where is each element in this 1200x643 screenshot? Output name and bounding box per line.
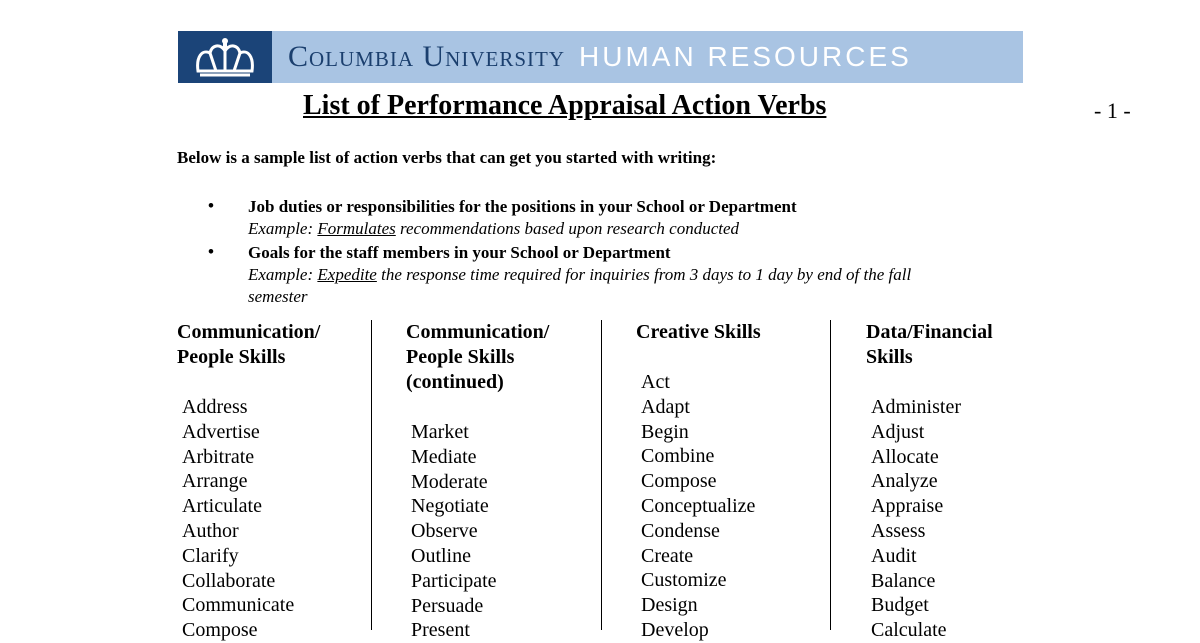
list-item: Balance: [871, 569, 936, 592]
column-creative: [636, 320, 761, 643]
list-item: Present: [411, 619, 470, 642]
column-heading-line: Creative Skills: [636, 321, 761, 343]
column-heading-line: Communication/: [177, 321, 321, 343]
bullet-example: [248, 264, 911, 286]
column-divider: [371, 320, 372, 630]
list-item: Collaborate: [182, 569, 276, 592]
list-item: Moderate: [411, 470, 488, 493]
list-item: Calculate: [871, 619, 947, 642]
list-item: Appraise: [871, 495, 944, 518]
department-name: HUMAN RESOURCES: [579, 41, 912, 72]
column-communication-continued: [406, 320, 549, 643]
column-heading: [406, 320, 549, 395]
logo-box: [178, 31, 272, 83]
list-item: Advertise: [182, 420, 260, 443]
column-heading-line: People Skills: [177, 346, 286, 368]
verb-list: [636, 370, 761, 643]
crown-icon: [192, 35, 258, 79]
bullet-heading: Job duties or responsibilities for the positions in your School or Department: [248, 197, 797, 216]
list-item: Allocate: [871, 445, 939, 468]
list-item: Address: [182, 396, 248, 418]
page-number: - 1 -: [1094, 98, 1131, 123]
column-heading-line: Communication/: [406, 321, 550, 343]
example-prefix: Example:: [248, 265, 318, 284]
list-item: Participate: [411, 569, 497, 592]
list-item: Act: [641, 371, 670, 393]
list-item: Customize: [641, 569, 727, 592]
list-item: Mediate: [411, 445, 477, 468]
list-item: Articulate: [182, 495, 262, 518]
bullet-dot: •: [208, 242, 214, 261]
banner-text: [288, 37, 912, 82]
verb-list: [177, 395, 320, 643]
column-heading: [177, 320, 320, 370]
column-divider: [601, 320, 602, 630]
list-item: Condense: [641, 519, 720, 542]
list-item: Author: [182, 519, 239, 542]
verb-list: [866, 395, 993, 643]
list-item: Develop: [641, 618, 709, 641]
bullet-example: [248, 218, 797, 240]
list-item: Persuade: [411, 594, 484, 617]
list-item: Conceptualize: [641, 494, 756, 517]
intro-text: Below is a sample list of action verbs that can get you started with writing:: [177, 148, 717, 167]
column-heading: [866, 320, 993, 370]
page-title: List of Performance Appraisal Action Verbs: [303, 90, 827, 121]
example-continuation: semester: [248, 287, 308, 306]
column-heading-line: People Skills: [406, 346, 515, 368]
bullet-dot: •: [208, 196, 214, 215]
list-item: Assess: [871, 519, 926, 542]
list-item: Communicate: [182, 594, 295, 617]
university-name: Columbia University: [288, 40, 565, 73]
list-item: Analyze: [871, 470, 938, 493]
example-rest: recommendations based upon research conducted: [395, 219, 740, 238]
header-banner: [178, 31, 1023, 83]
list-item: Arbitrate: [182, 445, 255, 468]
list-item: Arrange: [182, 470, 248, 493]
column-communication: [177, 320, 320, 643]
bullet-body: [248, 242, 911, 308]
list-item: Administer: [871, 396, 961, 418]
list-item: Adjust: [871, 420, 925, 443]
list-item: Clarify: [182, 544, 239, 567]
example-verb: Expedite: [317, 265, 377, 284]
list-item: Combine: [641, 445, 715, 468]
list-item: Begin: [641, 420, 689, 443]
column-divider: [830, 320, 831, 630]
example-rest: the response time required for inquiries from 3 days to 1 day by end of the fall: [376, 265, 912, 284]
bullet-body: [248, 196, 797, 240]
list-item: Observe: [411, 520, 478, 543]
column-data-financial: [866, 320, 993, 643]
list-item: Market: [411, 421, 469, 443]
list-item: Design: [641, 594, 698, 617]
list-item: Outline: [411, 544, 471, 567]
column-heading-line: (continued): [406, 371, 504, 393]
list-item: Compose: [182, 619, 258, 642]
list-item: Compose: [641, 470, 717, 493]
column-heading: [636, 320, 761, 345]
example-prefix: Example:: [248, 219, 318, 238]
column-heading-line: Skills: [866, 346, 913, 368]
list-item: Adapt: [641, 395, 690, 418]
bullet-heading: Goals for the staff members in your School or Department: [248, 243, 671, 262]
list-item: Create: [641, 544, 694, 567]
example-verb: Formulates: [317, 219, 396, 238]
column-heading-line: Data/Financial: [866, 321, 993, 343]
list-item: Negotiate: [411, 495, 489, 518]
list-item: Audit: [871, 544, 917, 567]
list-item: Budget: [871, 594, 929, 617]
verb-list: [406, 420, 549, 643]
